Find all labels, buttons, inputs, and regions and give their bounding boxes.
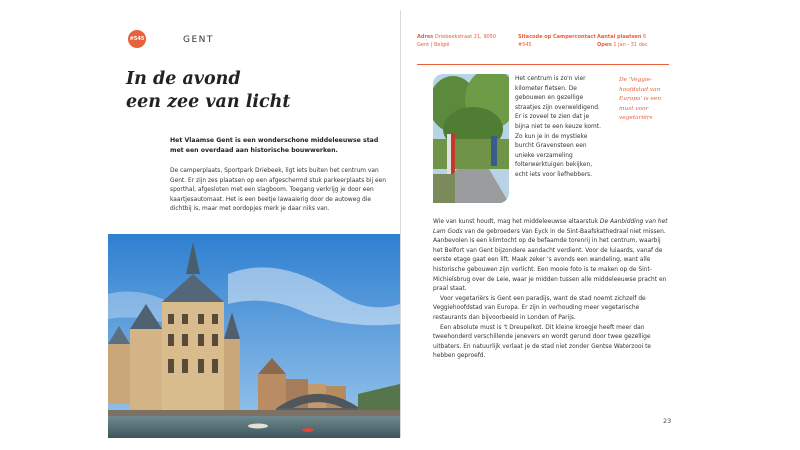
body-paragraph-left: De camperplaats, Sportpark Driebeek, ligt iets buiten het centrum van Gent. Er zijn zes plaatsen op een afgeschermd stuk parkeerplaats bij een sporthal, afgesloten met een slagboom. Toegang verkrijg je door een kaartjesautomaat. Het is een beetje lawaaierig door de autoweg die dichtbij is, maar met oordopjes merk je daar niks van. bbox=[170, 168, 387, 213]
main-article-text bbox=[433, 218, 671, 362]
campsite-photo bbox=[433, 74, 509, 203]
open-label: Open bbox=[597, 41, 612, 48]
gent-canal-illustration bbox=[108, 234, 400, 438]
gent-canal-photo bbox=[108, 234, 400, 438]
header-rule bbox=[417, 64, 669, 65]
info-places bbox=[597, 34, 648, 49]
title-line-1: In de avond bbox=[126, 69, 241, 89]
places-label: Aantal plaatsen bbox=[597, 34, 642, 40]
right-page bbox=[401, 10, 673, 438]
pull-quote: De 'Veggie-hoofdstad van Europa' is een must voor vegetariërs bbox=[619, 77, 662, 121]
info-sitecode bbox=[518, 34, 596, 49]
paragraph-2: Voor vegetariërs is Gent een paradijs, want de stad noemt zichzelf de Veggiehoofdstad van Europa. Er zijn in verhouding meer vegetarische restaurants dan bijvoorbeeld in Londen of Parijs. bbox=[433, 295, 646, 321]
campsite-barrier-illustration bbox=[433, 74, 509, 203]
address-value-2: Gent | België bbox=[417, 41, 450, 48]
city-label: GENT bbox=[183, 35, 214, 45]
info-address bbox=[417, 34, 496, 49]
address-label: Adres bbox=[417, 34, 434, 40]
artwork-title: De Aanbidding van het Lam Gods bbox=[433, 219, 668, 235]
address-value: Driebeekstraat 21, 9050 bbox=[434, 34, 497, 40]
paragraph-3: Een absolute must is 't Dreupelkot. Dit kleine kroegje heeft meer dan tweehonderd verschillende jenevers en wordt gerund door twee gezellige uitbaters. En natuurlijk verlaat je de stad niet zonder Gentse Waterzooi te hebben geproefd. bbox=[433, 324, 652, 360]
sitecode-value: #545 bbox=[518, 41, 532, 48]
article-title bbox=[126, 68, 396, 114]
left-page bbox=[108, 10, 400, 438]
sitecode-label: Sitecode op Campercontact bbox=[518, 34, 596, 40]
title-line-2: een zee van licht bbox=[126, 92, 291, 112]
places-value: 6 bbox=[642, 34, 647, 40]
open-value: 1 jan - 31 dec bbox=[613, 41, 648, 48]
page-number: 23 bbox=[663, 417, 672, 425]
intro-paragraph: Het Vlaamse Gent is een wonderschone middeleeuwse stad met een overdaad aan historische bouwwerken. bbox=[170, 137, 379, 154]
wrap-paragraph: Het centrum is zo'n vier kilometer fietsen. De gebouwen en gezellige straatjes zijn overweldigend. Er is zoveel te zien dat je bijna niet te een keuze komt. Zo kun je in de mystieke burcht Gravensteen een unieke verzameling folterwerktuigen bekijken, echt iets voor liefhebbers. bbox=[515, 76, 601, 178]
paragraph-1: Wie van kunst houdt, mag het middeleeuwse altaarstuk De Aanbidding van het Lam Gods van de gebroeders Van Eyck in de Sint-Baafskathedraal niet missen. Aanbevolen is een klimtocht op de befaamde torenrij in het centrum, waarbij het Belfort van Gent bijzondere aandacht verdient. Voor de luiaards, vanaf de eerste etage gaat een lift. Maak zeker 's avonds een wandeling, want alle historische gebouwen zijn verlicht. Een mooie foto is te maken op de Sint-Michielsbrug over de Leie, waar je midden tussen alle middeleeuwse pracht en praal staat. bbox=[433, 219, 668, 293]
site-badge: #545 bbox=[128, 30, 146, 48]
